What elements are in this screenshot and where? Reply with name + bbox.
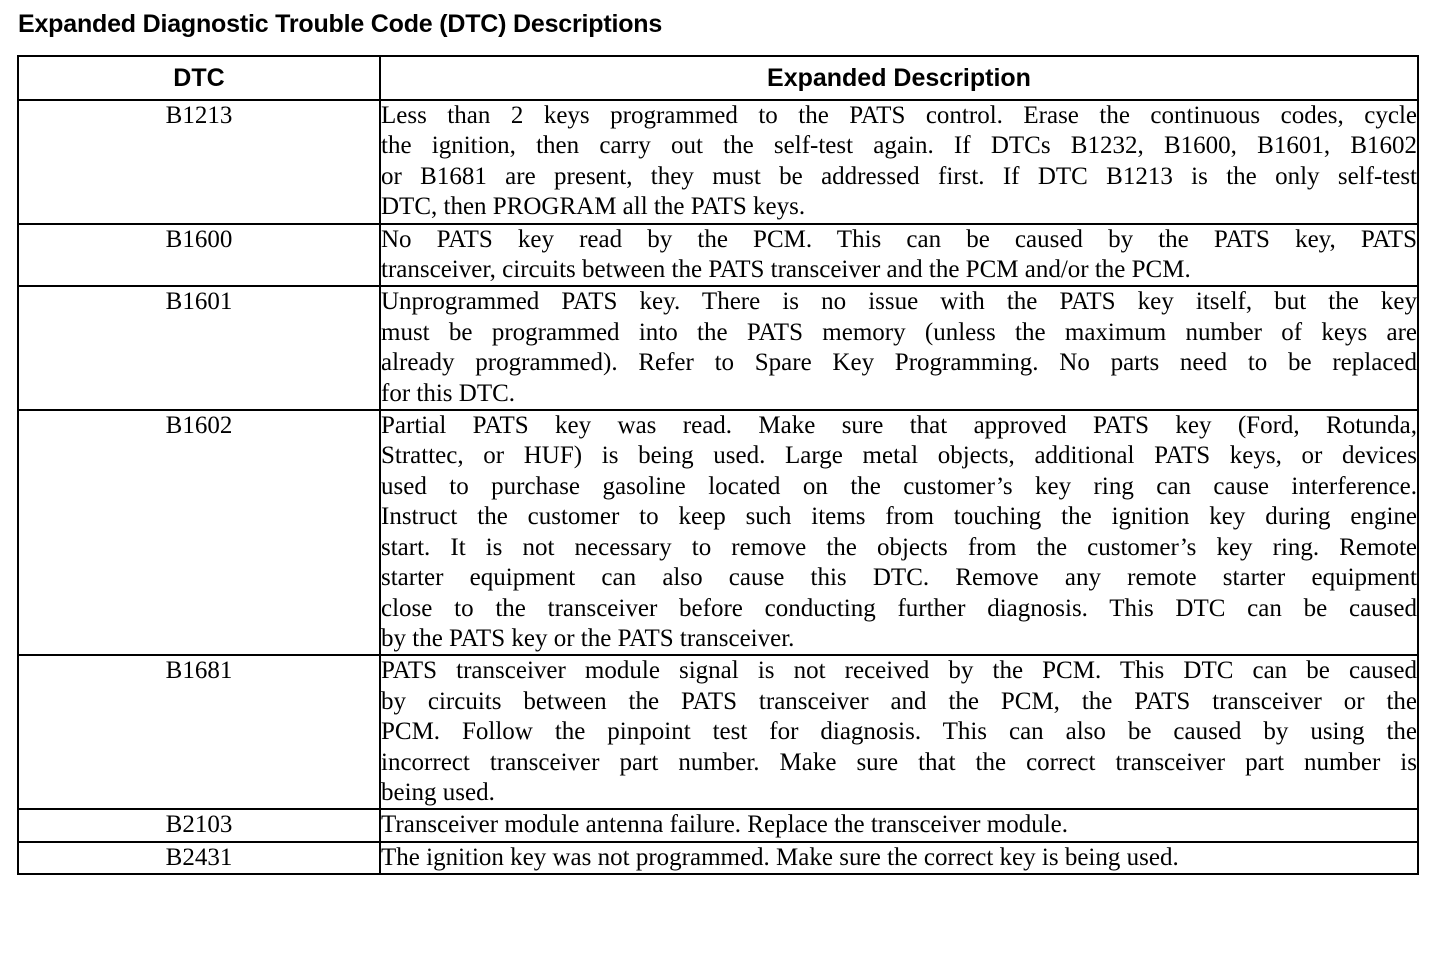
description-line: used to purchase gasoline located on the customer’s key ring can cause interference. [381,472,1417,500]
table-row [18,655,1418,809]
description-line: the ignition, then carry out the self-test again. If DTCs B1232, B1600, B1601, B1602 [381,132,1417,160]
table-row [18,809,1418,841]
description-line: DTC, then PROGRAM all the PATS keys. [381,193,806,221]
description-line: already programmed). Refer to Spare Key Programming. No parts need to be replaced [381,349,1417,377]
description-line: Strattec, or HUF) is being used. Large metal objects, additional PATS keys, or devices [381,442,1417,470]
description-column-header: Expanded Description [380,56,1418,100]
table-row [18,842,1418,874]
dtc-table [17,55,1419,875]
dtc-code-cell: B1681 [18,655,380,809]
dtc-code-cell: B1602 [18,410,380,655]
description-cell [380,809,1418,841]
description-line: PCM. Follow the pinpoint test for diagnosis. This can also be caused by using the [381,718,1417,746]
description-line: by the PATS key or the PATS transceiver. [381,624,795,652]
description-line: Less than 2 keys programmed to the PATS control. Erase the continuous codes, cycle [381,102,1417,129]
description-line: No PATS key read by the PCM. This can be caused by the PATS key, PATS [381,225,1417,253]
description-line: incorrect transceiver part number. Make sure that the correct transceiver part number is [381,748,1417,776]
table-body [18,100,1418,874]
dtc-code-cell: B1600 [18,224,380,287]
description-line: The ignition key was not programmed. Make sure the correct key is being used. [381,843,1179,871]
description-line: transceiver, circuits between the PATS transceiver and the PCM and/or the PCM. [381,256,1191,284]
description-line: by circuits between the PATS transceiver and the PCM, the PATS transceiver or the [381,687,1417,715]
description-cell [380,286,1418,410]
description-line: Instruct the customer to keep such items from touching the ignition key during engine [381,503,1417,531]
description-cell [380,842,1418,874]
dtc-code-cell: B2103 [18,809,380,841]
document-title: Expanded Diagnostic Trouble Code (DTC) Descriptions [18,10,663,38]
description-line: Transceiver module antenna failure. Replace the transceiver module. [381,811,1068,839]
description-line: or B1681 are present, they must be addressed first. If DTC B1213 is the only self-test [381,162,1417,190]
table-header-row [18,56,1418,100]
dtc-code-cell: B2431 [18,842,380,874]
description-line: Partial PATS key was read. Make sure that approved PATS key (Ford, Rotunda, [381,412,1417,440]
description-cell [380,655,1418,809]
description-line: Unprogrammed PATS key. There is no issue with the PATS key itself, but the key [381,288,1417,316]
description-line: being used. [381,778,495,806]
description-line: starter equipment can also cause this DTC. Remove any remote starter equipment [381,564,1417,592]
description-line: close to the transceiver before conducting further diagnosis. This DTC can be caused [381,594,1417,622]
dtc-code-cell: B1213 [18,100,380,224]
description-cell [380,224,1418,287]
description-cell [380,100,1418,224]
description-line: must be programmed into the PATS memory (unless the maximum number of keys are [381,318,1417,346]
description-line: PATS transceiver module signal is not received by the PCM. This DTC can be caused [381,657,1417,685]
description-cell [380,410,1418,655]
table-row [18,224,1418,287]
description-line: start. It is not necessary to remove the objects from the customer’s key ring. Remote [381,533,1417,561]
dtc-column-header: DTC [18,56,380,100]
description-line: for this DTC. [381,379,516,407]
dtc-code-cell: B1601 [18,286,380,410]
table-row [18,286,1418,410]
table-row [18,100,1418,224]
table-row [18,410,1418,655]
